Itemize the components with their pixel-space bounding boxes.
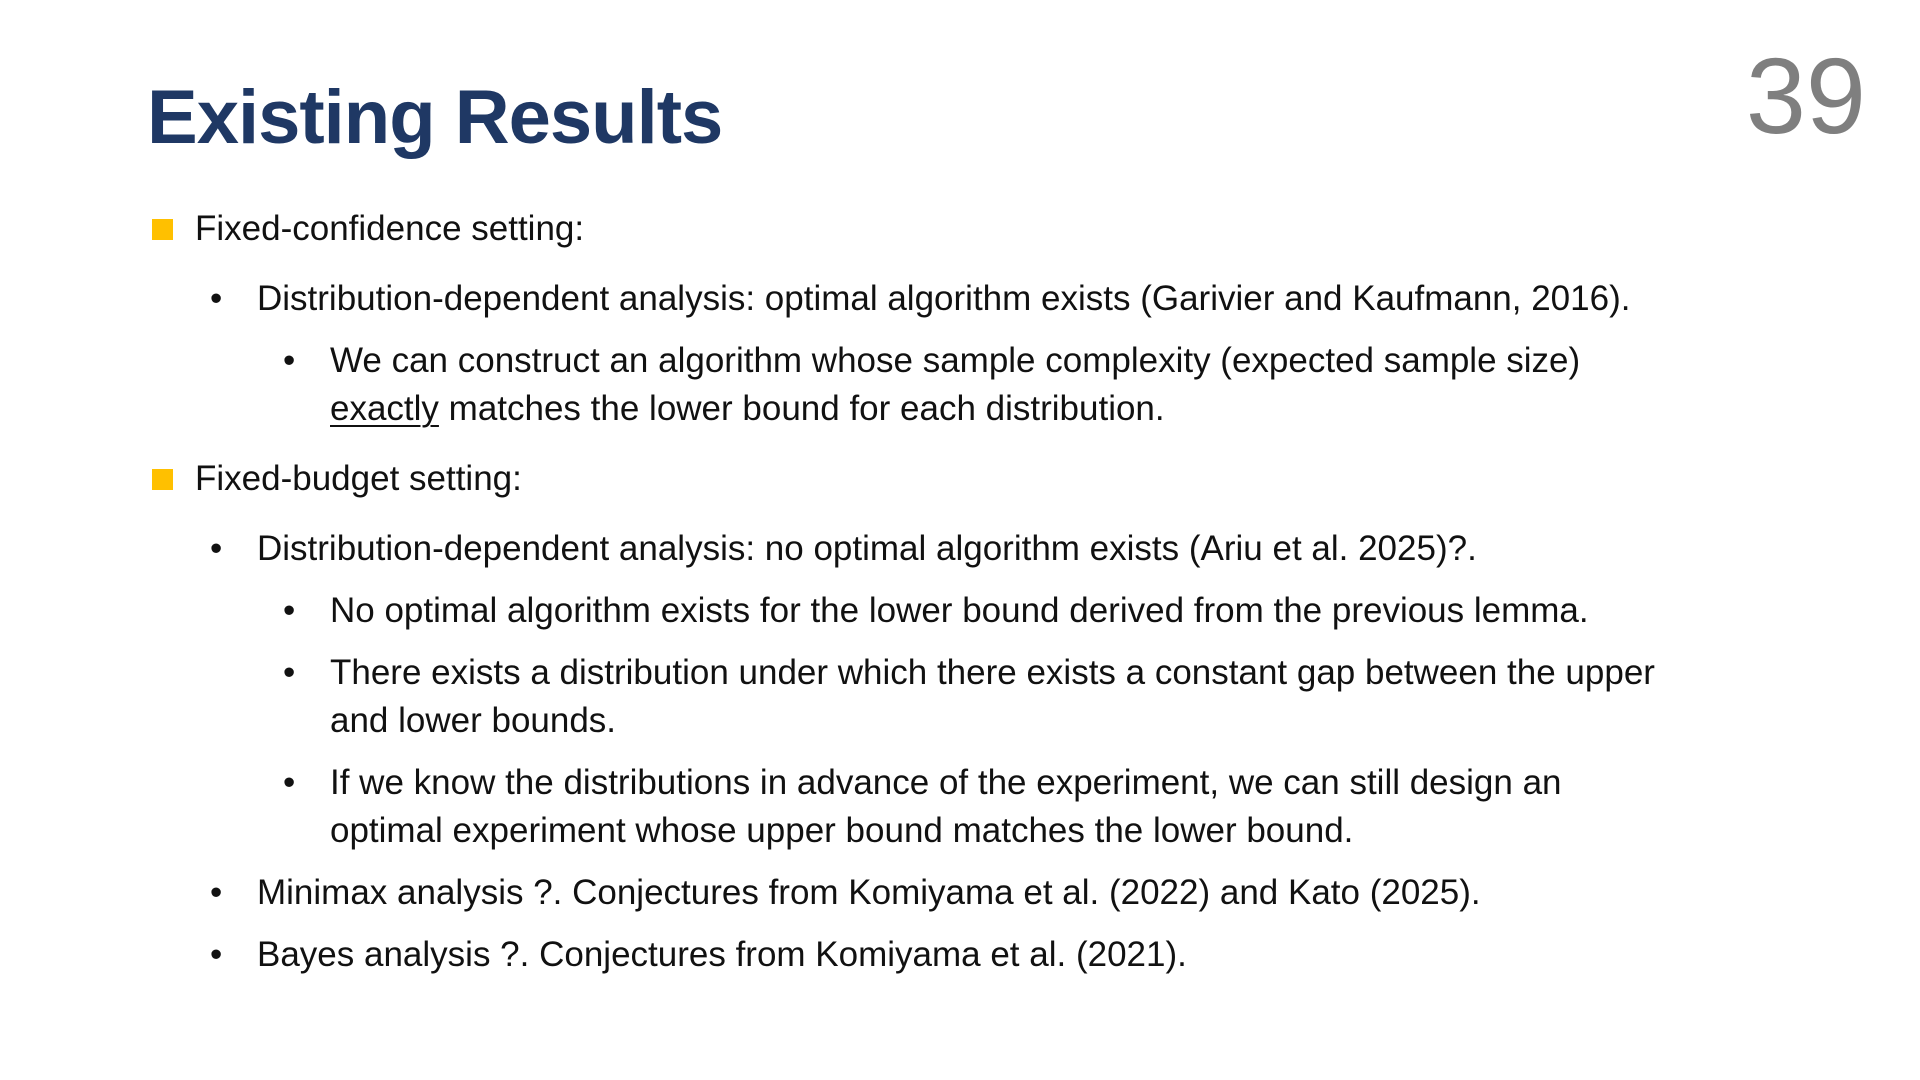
sub-list-item: [150, 759, 1790, 855]
sub-list-item-text-cont: and lower bounds.: [330, 701, 617, 740]
bullet-icon: •: [283, 763, 296, 802]
sub-list-item: [150, 587, 1790, 635]
list-item: [150, 869, 1790, 917]
bullet-icon: •: [210, 529, 223, 568]
list-item: [150, 931, 1790, 979]
bullet-icon: •: [283, 653, 296, 692]
sub-list-item-text: No optimal algorithm exists for the lower bound derived from the previous lemma.: [330, 591, 1589, 630]
section-header: [150, 455, 1790, 511]
bullet-icon: •: [210, 279, 223, 318]
square-bullet-icon: [152, 219, 173, 240]
section-fixed-confidence: [150, 205, 1790, 433]
page-number: 39: [1745, 35, 1866, 156]
section-fixed-budget: [150, 455, 1790, 979]
sub-list-item-text: If we know the distributions in advance of the experiment, we can still design an: [330, 763, 1562, 802]
slide-title: Existing Results: [147, 75, 723, 160]
underlined-emphasis: exactly: [330, 389, 439, 428]
slide-content: [150, 205, 1790, 979]
section-header-text: Fixed-budget setting:: [195, 459, 522, 498]
sub-list-item-text-cont: optimal experiment whose upper bound matches the lower bound.: [330, 811, 1354, 850]
sub-list-item: [150, 337, 1790, 433]
list-item-text: Distribution-dependent analysis: no optimal algorithm exists (Ariu et al. 2025)?.: [257, 529, 1477, 568]
bullet-icon: •: [210, 873, 223, 912]
sub-list-item-text: We can construct an algorithm whose sample complexity (expected sample size): [330, 341, 1581, 380]
list-item-text: Bayes analysis ?. Conjectures from Komiyama et al. (2021).: [257, 935, 1187, 974]
square-bullet-icon: [152, 469, 173, 490]
sub-list-item-text: There exists a distribution under which there exists a constant gap between the upper: [330, 653, 1655, 692]
section-header-text: Fixed-confidence setting:: [195, 209, 585, 248]
list-item: [150, 275, 1790, 323]
sub-list-item-text-rest: matches the lower bound for each distribution.: [438, 389, 1165, 428]
bullet-icon: •: [210, 935, 223, 974]
sub-list-item: [150, 649, 1790, 745]
bullet-icon: •: [283, 341, 296, 380]
list-item-text: Minimax analysis ?. Conjectures from Komiyama et al. (2022) and Kato (2025).: [257, 873, 1481, 912]
list-item: [150, 525, 1790, 573]
list-item-text: Distribution-dependent analysis: optimal algorithm exists (Garivier and Kaufmann, 2016).: [257, 279, 1631, 318]
section-header: [150, 205, 1790, 261]
bullet-icon: •: [283, 591, 296, 630]
